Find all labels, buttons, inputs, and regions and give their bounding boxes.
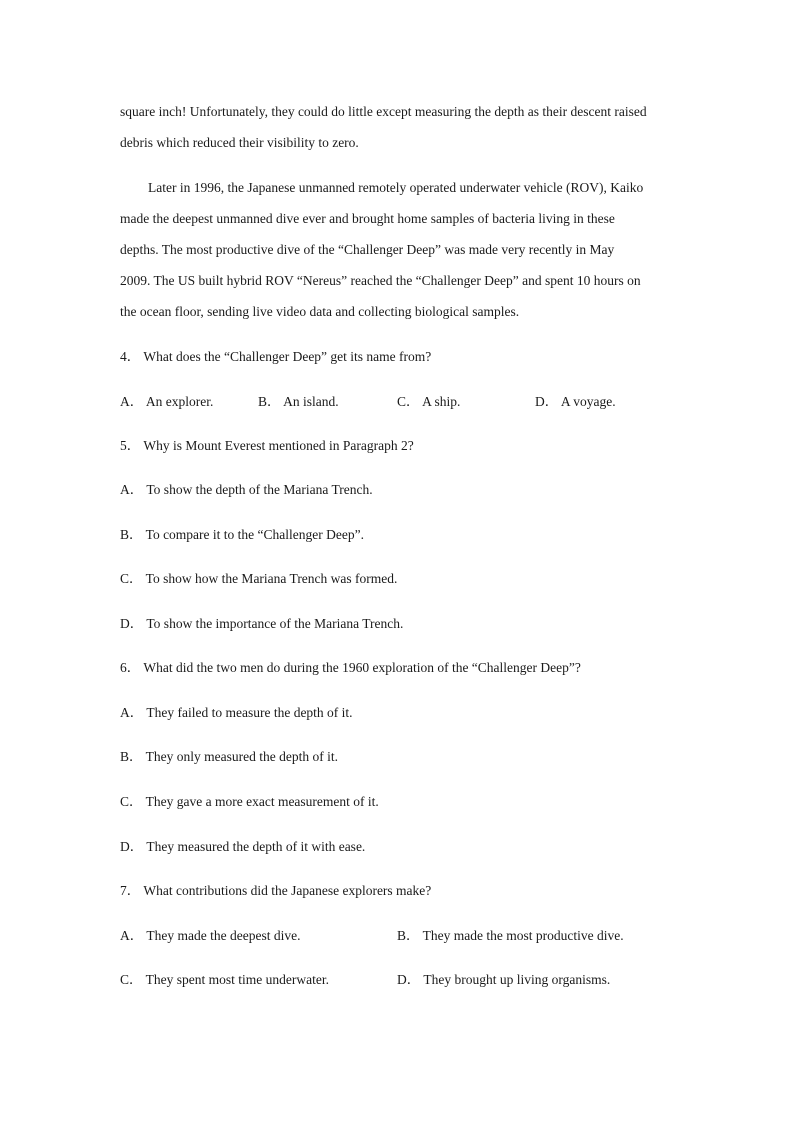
answer-option: C． To show how the Mariana Trench was formed. <box>120 571 398 586</box>
passage-line: 2009. The US built hybrid ROV “Nereus” reached the “Challenger Deep” and spent 10 hours on <box>120 273 641 288</box>
answer-option: D． A voyage. <box>535 394 616 409</box>
passage-line: Later in 1996, the Japanese unmanned remotely operated underwater vehicle (ROV), Kaiko <box>148 180 644 195</box>
question-stem: 5． Why is Mount Everest mentioned in Paragraph 2? <box>120 438 414 453</box>
answer-option: C． They gave a more exact measurement of it. <box>120 794 379 809</box>
passage-line: the ocean floor, sending live video data and collecting biological samples. <box>120 304 520 319</box>
answer-option: D． To show the importance of the Mariana Trench. <box>120 616 404 631</box>
question-stem: 6． What did the two men do during the 1960 exploration of the “Challenger Deep”? <box>120 660 581 675</box>
answer-option: A． They made the deepest dive. <box>120 928 301 943</box>
answer-option: A． An explorer. <box>120 394 214 409</box>
answer-option: B． They only measured the depth of it. <box>120 749 338 764</box>
answer-option: B． An island. <box>258 394 339 409</box>
passage-line: square inch! Unfortunately, they could do little except measuring the depth as their descent raised <box>120 104 647 119</box>
passage-line: debris which reduced their visibility to zero. <box>120 135 359 150</box>
answer-option: C． They spent most time underwater. <box>120 972 329 987</box>
passage-line: depths. The most productive dive of the “Challenger Deep” was made very recently in May <box>120 242 615 257</box>
question-stem: 4． What does the “Challenger Deep” get its name from? <box>120 349 432 364</box>
answer-option: D． They brought up living organisms. <box>397 972 611 987</box>
answer-option: A． To show the depth of the Mariana Trench. <box>120 482 373 497</box>
answer-option: B． They made the most productive dive. <box>397 928 624 943</box>
passage-line: made the deepest unmanned dive ever and brought home samples of bacteria living in these <box>120 211 615 226</box>
answer-option: C． A ship. <box>397 394 461 409</box>
question-stem: 7． What contributions did the Japanese explorers make? <box>120 883 432 898</box>
answer-option: D． They measured the depth of it with ease. <box>120 839 366 854</box>
answer-option: B． To compare it to the “Challenger Deep”. <box>120 527 364 542</box>
answer-option: A． They failed to measure the depth of it. <box>120 705 353 720</box>
